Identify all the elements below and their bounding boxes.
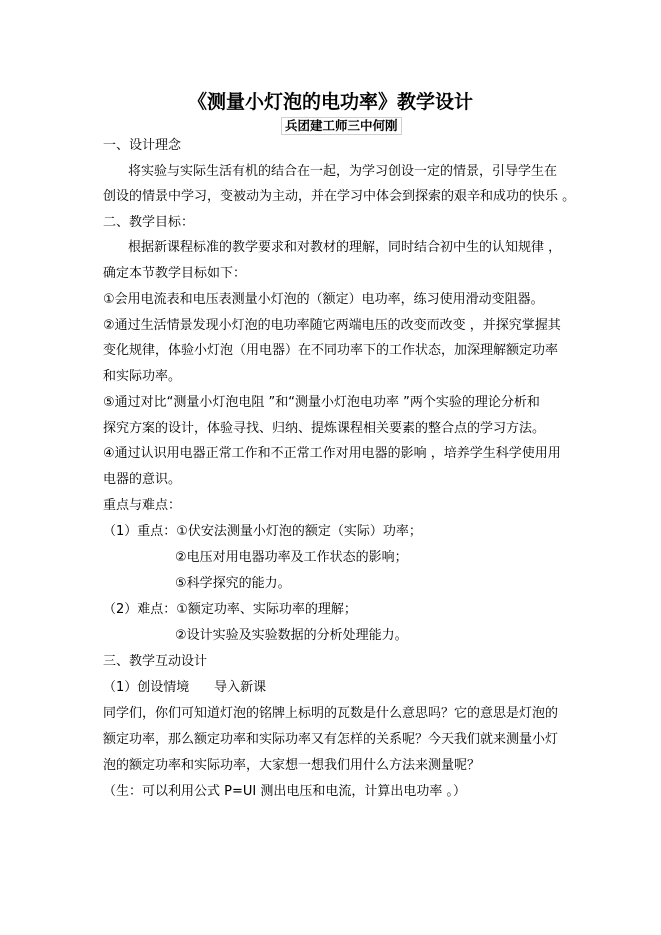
key-point-item: ⑤科学探究的能力。 [175, 576, 291, 591]
subheading-scenario: （1）创设情境 导入新课 [103, 680, 267, 695]
paragraph-line: 确定本节教学目标如下： [103, 266, 247, 281]
paragraph-line: 额定功率，那么额定功率和实际功率又有怎样的关系呢？今天我们就来测量小灯 [103, 732, 559, 747]
paragraph-line: 将实验与实际生活有机的结合在一起，为学习创设一定的情景，引导学生在 [128, 164, 558, 179]
goal-item: ②通过生活情景发现小灯泡的电功率随它两端电压的改变而改变 ，并探究掌握其 [103, 318, 561, 333]
paragraph-line: 变化规律，体验小灯泡（用电器）在不同功率下的工作状态，加深理解额定功率 [103, 343, 559, 358]
student-answer: （生：可以利用公式 P=UI 测出电压和电流，计算出电功率 。） [103, 784, 466, 799]
paragraph-line: 根据新课程标准的教学要求和对教材的理解，同时结合初中生的认知规律 ， [128, 240, 562, 255]
paragraph-line: 创设的情景中学习，变被动为主动，并在学习中体会到探索的艰辛和成功的快乐 。 [103, 189, 576, 204]
document-title: 《测量小灯泡的电功率》教学设计 [187, 91, 473, 113]
paragraph-line: 电器的意识。 [103, 472, 182, 487]
section-heading-design-concept: 一、设计理念 [103, 138, 182, 153]
goal-item: ⑤通过对比“测量小灯泡电阻 ”和“测量小灯泡电功率 ”两个实验的理论分析和 [103, 395, 540, 410]
difficulty-item: ②设计实验及实验数据的分析处理能力。 [175, 628, 408, 643]
paragraph-line: 泡的额定功率和实际功率，大家想一想我们用什么方法来测量呢？ [103, 758, 481, 773]
section-heading-teaching-goals: 二、教学目标： [103, 215, 195, 230]
paragraph-line: 同学们，你们可知道灯泡的铭牌上标明的瓦数是什么意思吗？它的意思是灯泡的 [103, 706, 559, 721]
goal-item: ④通过认识用电器正常工作和不正常工作对用电器的影响 ，培养学生科学使用用 [103, 446, 561, 461]
paragraph-line: 和实际功率。 [103, 369, 182, 384]
difficulty-item: （2）难点：①额定功率、实际功率的理解； [103, 602, 357, 617]
author-label: 兵团建工师三中何刚 [281, 117, 402, 135]
section-heading-interaction-design: 三、教学互动设计 [103, 654, 208, 669]
goal-item: ①会用电流表和电压表测量小灯泡的（额定）电功率，练习使用滑动变阻器。 [103, 292, 544, 307]
key-point-item: ②电压对用电器功率及工作状态的影响； [175, 550, 408, 565]
paragraph-line: 探究方案的设计，体验寻找、归纳、提炼课程相关要素的整合点的学习方法。 [103, 421, 546, 436]
subheading-key-points: 重点与难点： [103, 498, 182, 513]
key-point-item: （1）重点：①伏安法测量小灯泡的额定（实际）功率； [103, 524, 422, 539]
